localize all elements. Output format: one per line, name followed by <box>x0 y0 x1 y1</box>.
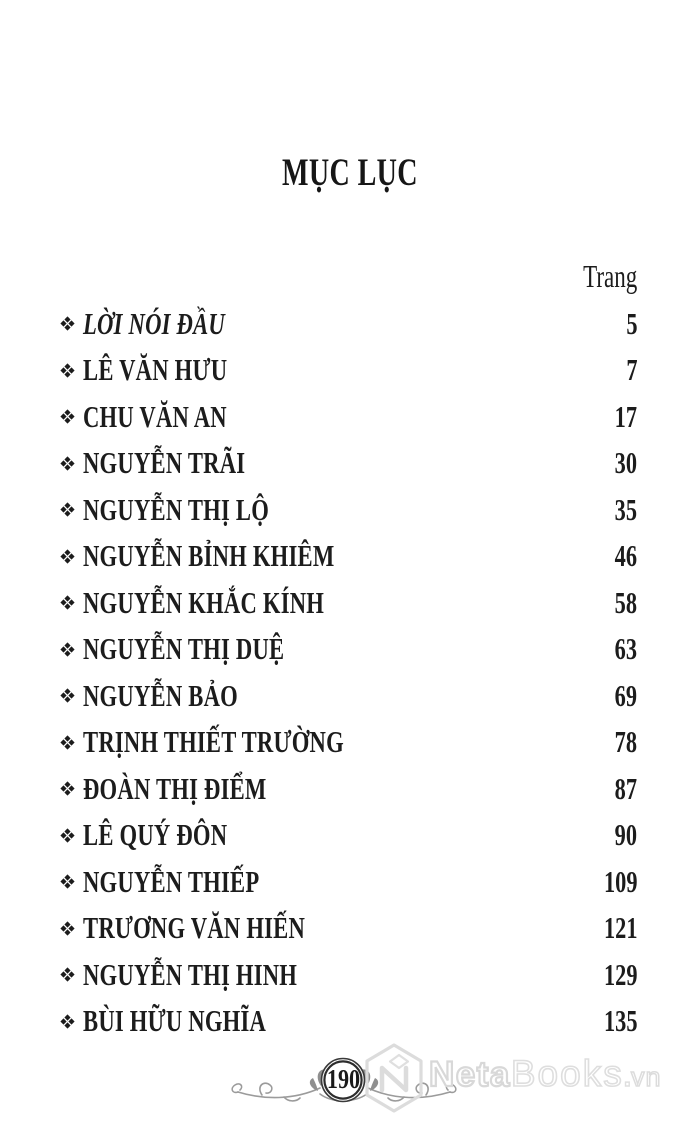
toc-entry-page-number: 5 <box>625 305 637 341</box>
netabooks-hexagon-logo-icon <box>363 1042 425 1114</box>
toc-row <box>60 765 637 812</box>
four-diamond-bullet-icon <box>60 828 75 843</box>
toc-entry-label: LÊ QUÝ ĐÔN <box>83 817 228 853</box>
four-diamond-bullet-icon <box>60 1014 75 1029</box>
toc-entry-label: TRƯƠNG VĂN HIẾN <box>83 910 306 946</box>
toc-entry-label: CHU VĂN AN <box>83 398 227 434</box>
toc-row <box>60 533 637 580</box>
toc-entry-page-number: 17 <box>614 398 637 434</box>
four-diamond-bullet-icon <box>60 502 75 517</box>
toc-entry-label: LÊ VĂN HƯU <box>83 352 228 388</box>
four-diamond-bullet-icon <box>60 642 75 657</box>
toc-entry-label: NGUYỄN THIẾP <box>83 863 260 899</box>
toc-entry-label: NGUYỄN THỊ DUỆ <box>83 631 285 667</box>
four-diamond-bullet-icon <box>60 549 75 564</box>
toc-entry-label: NGUYỄN BẢO <box>83 677 238 713</box>
four-diamond-bullet-icon <box>60 456 75 471</box>
watermark-word-vn: vn <box>630 1062 662 1092</box>
footer-page-number: 190 <box>326 1064 361 1094</box>
toc-entry-label: NGUYỄN BỈNH KHIÊM <box>83 538 335 574</box>
watermark-word-neta: Neta <box>429 1055 511 1094</box>
toc-entry-page-number: 35 <box>614 491 637 527</box>
toc-row <box>60 812 637 859</box>
toc-entry-page-number: 90 <box>614 817 637 853</box>
four-diamond-bullet-icon <box>60 735 75 750</box>
watermark-separator: . <box>623 1062 631 1092</box>
toc-row <box>60 626 637 673</box>
toc-row <box>60 858 637 905</box>
four-diamond-bullet-icon <box>60 363 75 378</box>
toc-row <box>60 719 637 766</box>
toc-entry-page-number: 109 <box>603 863 637 899</box>
toc-entry-page-number: 7 <box>625 352 637 388</box>
four-diamond-bullet-icon <box>60 781 75 796</box>
toc-entry-label: NGUYỄN THỊ HINH <box>83 956 298 992</box>
toc-entry-label: LỜI NÓI ĐẦU <box>83 305 225 341</box>
toc-entry-page-number: 46 <box>614 538 637 574</box>
toc-entry-label: ĐOÀN THỊ ĐIỂM <box>83 770 267 806</box>
toc-entry-page-number: 87 <box>614 770 637 806</box>
watermark-brand <box>429 1053 661 1095</box>
toc-entry-page-number: 69 <box>614 677 637 713</box>
toc-entry-page-number: 58 <box>614 584 637 620</box>
four-diamond-bullet-icon <box>60 688 75 703</box>
toc-row <box>60 347 637 394</box>
toc-row <box>60 393 637 440</box>
toc-row <box>60 486 637 533</box>
toc-entry-label: NGUYỄN THỊ LỘ <box>83 491 270 527</box>
toc-row <box>60 951 637 998</box>
toc-list <box>60 300 637 1044</box>
four-diamond-bullet-icon <box>60 967 75 982</box>
toc-row <box>60 579 637 626</box>
four-diamond-bullet-icon <box>60 409 75 424</box>
toc-entry-label: NGUYỄN KHẮC KÍNH <box>83 584 325 620</box>
toc-entry-page-number: 63 <box>614 631 637 667</box>
watermark-word-books: Books <box>510 1053 624 1094</box>
four-diamond-bullet-icon <box>60 874 75 889</box>
toc-row <box>60 672 637 719</box>
toc-entry-label: TRỊNH THIẾT TRƯỜNG <box>83 724 344 760</box>
four-diamond-bullet-icon <box>60 595 75 610</box>
toc-entry-page-number: 121 <box>603 910 637 946</box>
toc-row <box>60 440 637 487</box>
toc-entry-page-number: 30 <box>614 445 637 481</box>
toc-entry-page-number: 129 <box>603 956 637 992</box>
toc-row <box>60 300 637 347</box>
toc-row <box>60 905 637 952</box>
page-title: MỤC LỤC <box>282 151 418 194</box>
toc-row <box>60 998 637 1045</box>
toc-entry-page-number: 135 <box>603 1003 637 1039</box>
page-column-header: Trang <box>582 258 637 294</box>
toc-entry-page-number: 78 <box>614 724 637 760</box>
toc-entry-label: NGUYỄN TRÃI <box>83 445 246 481</box>
toc-entry-label: BÙI HỮU NGHĨA <box>83 1003 267 1039</box>
four-diamond-bullet-icon <box>60 316 75 331</box>
four-diamond-bullet-icon <box>60 921 75 936</box>
